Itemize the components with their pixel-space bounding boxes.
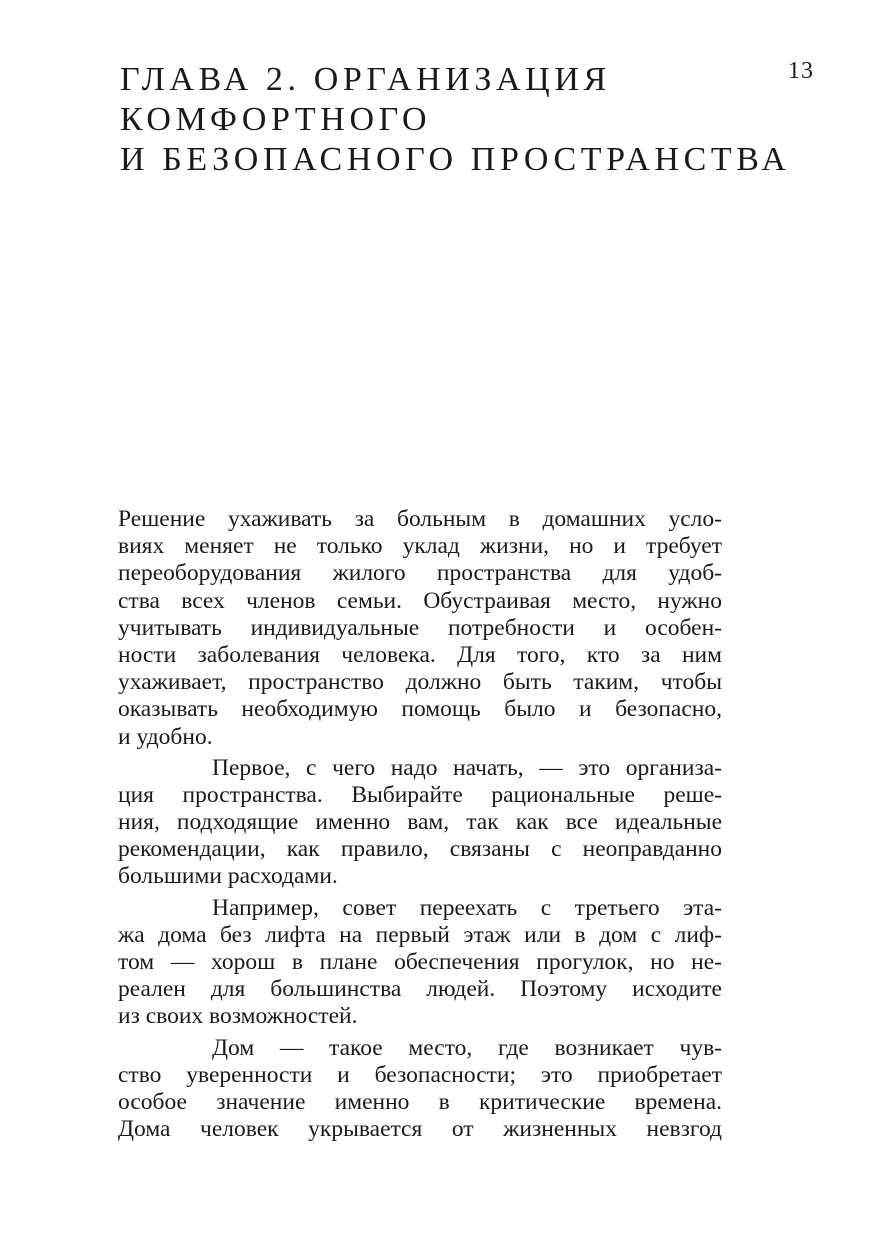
text-line: из своих возможностей. (118, 1003, 358, 1030)
paragraph-1 (118, 506, 722, 751)
text-line: Например, совет переехать с третьего эта- (212, 894, 722, 921)
paragraph-3 (118, 895, 722, 1031)
chapter-title (120, 60, 840, 180)
page-number: 13 (788, 58, 814, 84)
text-line: ния, подходящие именно вам, так как все идеальные (118, 809, 722, 836)
chapter-title-line: КОМФОРТНОГО (120, 101, 432, 138)
text-line: учитывать индивидуальные потребности и особен- (118, 614, 722, 641)
paragraph-4 (118, 1035, 722, 1144)
chapter-title-line: ГЛАВА 2. ОРГАНИЗАЦИЯ (120, 61, 611, 98)
text-line: ухаживает, пространство должно быть таким, чтобы (118, 669, 722, 696)
text-line: виях меняет не только уклад жизни, но и требует (118, 533, 722, 560)
text-line: жа дома без лифта на первый этаж или в дом с лиф- (118, 921, 722, 948)
text-line: переоборудования жилого пространства для удоб- (118, 560, 722, 587)
text-line: оказывать необходимую помощь было и безопасно, (118, 696, 722, 723)
text-line: Дом — такое место, где возникает чув- (212, 1034, 722, 1061)
text-line: Первое, с чего надо начать, — это организа- (212, 754, 722, 781)
text-line: Решение ухаживать за больным в домашних усло- (118, 506, 722, 532)
paragraph-2 (118, 755, 722, 891)
text-line: Дома человек укрывается от жизненных невзгод (118, 1116, 722, 1143)
text-line: ности заболевания человека. Для того, кто за ним (118, 641, 722, 668)
text-line: том — хорош в плане обеспечения прогулок, но не- (118, 949, 722, 975)
text-line: реален для большинства людей. Поэтому исходите (118, 976, 722, 1003)
text-line: ция пространства. Выбирайте рациональные реше- (118, 781, 722, 808)
text-line: особое значение именно в критические времена. (118, 1088, 722, 1115)
text-line: ство уверенности и безопасности; это приобретает (118, 1061, 722, 1088)
text-line: и удобно. (118, 723, 213, 750)
chapter-title-line: И БЕЗОПАСНОГО ПРОСТРАНСТВА (120, 141, 791, 178)
text-line: рекомендации, как правило, связаны с неоправданно (118, 836, 722, 863)
text-line: ства всех членов семьи. Обустраивая место, нужно (118, 587, 722, 614)
body-text (118, 506, 722, 1147)
text-line: большими расходами. (118, 863, 338, 890)
